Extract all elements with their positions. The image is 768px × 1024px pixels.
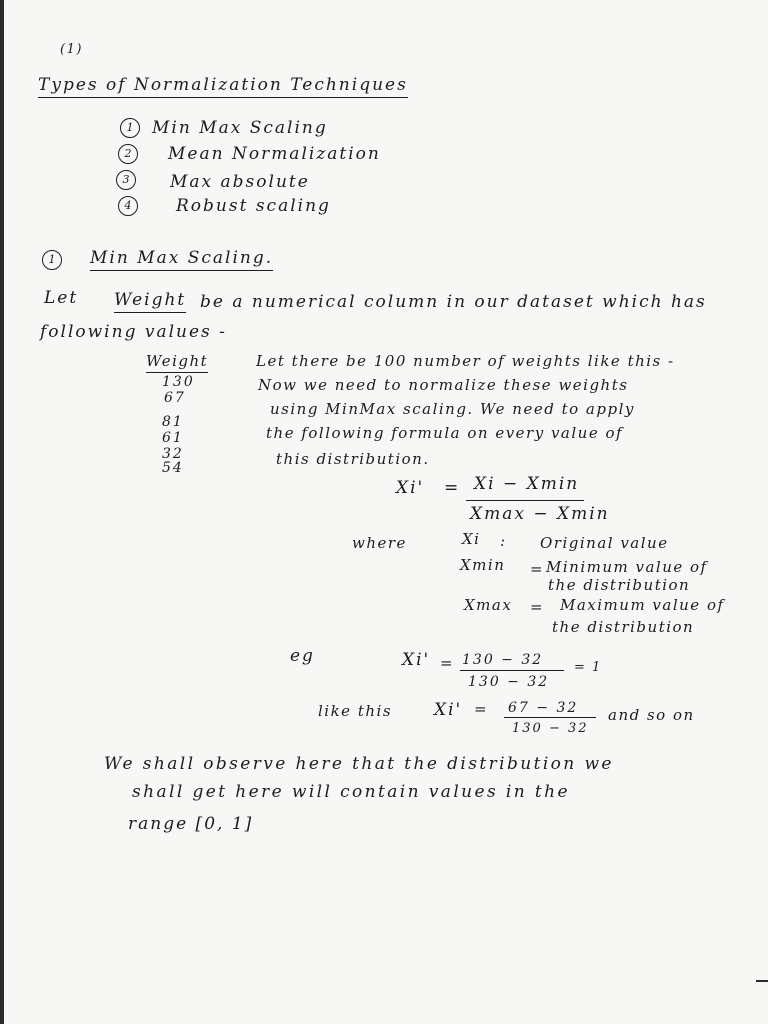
formula-numerator: Xi − Xmin bbox=[474, 474, 580, 494]
list-item: Min Max Scaling bbox=[152, 118, 328, 138]
def-text: the distribution bbox=[548, 576, 691, 594]
def-separator: = bbox=[530, 560, 545, 578]
example-lhs: Xi' bbox=[434, 700, 463, 720]
list-marker: 3 bbox=[116, 170, 136, 190]
weight-value: 61 bbox=[162, 430, 184, 446]
example-equals: = bbox=[440, 654, 455, 672]
weight-value: 32 bbox=[162, 446, 184, 462]
example-lhs: Xi' bbox=[402, 650, 431, 670]
weight-value: 81 bbox=[162, 414, 184, 430]
example-denominator: 130 − 32 bbox=[512, 721, 589, 736]
example-result: = 1 bbox=[574, 660, 602, 675]
def-symbol: Xmax bbox=[464, 596, 513, 614]
example-label: eg bbox=[290, 646, 315, 666]
page-number: (1) bbox=[60, 42, 83, 57]
example-denominator: 130 − 32 bbox=[468, 674, 550, 690]
example-suffix: and so on bbox=[608, 706, 695, 724]
explanation-line: Now we need to normalize these weights bbox=[258, 376, 629, 394]
conclusion-line: shall get here will contain values in the bbox=[132, 782, 570, 802]
fraction-bar bbox=[466, 500, 584, 501]
example-label: like this bbox=[318, 702, 393, 720]
weight-value: 67 bbox=[164, 390, 186, 406]
explanation-line: using MinMax scaling. We need to apply bbox=[270, 400, 635, 418]
fraction-bar bbox=[460, 670, 564, 671]
explanation-line: Let there be 100 number of weights like this - bbox=[256, 352, 675, 370]
section-title: Min Max Scaling. bbox=[90, 248, 273, 271]
margin-mark bbox=[756, 980, 768, 982]
def-symbol: Xi bbox=[462, 530, 481, 548]
def-text: Maximum value of bbox=[560, 596, 725, 614]
intro-text: Let bbox=[44, 288, 79, 308]
def-text: Original value bbox=[540, 534, 669, 552]
weight-value: 130 bbox=[162, 374, 195, 390]
column-name: Weight bbox=[114, 290, 186, 313]
conclusion-line: range [0, 1] bbox=[128, 814, 254, 834]
intro-text: be a numerical column in our dataset which has bbox=[200, 292, 707, 312]
list-marker: 1 bbox=[120, 118, 140, 138]
page-title: Types of Normalization Techniques bbox=[38, 75, 408, 98]
formula-denominator: Xmax − Xmin bbox=[470, 504, 610, 524]
list-item: Max absolute bbox=[170, 172, 310, 192]
conclusion-line: We shall observe here that the distribution we bbox=[104, 754, 614, 774]
page-edge bbox=[0, 0, 4, 1024]
def-text: the distribution bbox=[552, 618, 695, 636]
example-numerator: 130 − 32 bbox=[462, 652, 544, 668]
explanation-line: the following formula on every value of bbox=[266, 424, 624, 442]
list-item: Mean Normalization bbox=[168, 144, 381, 164]
fraction-bar bbox=[504, 717, 596, 718]
list-marker: 2 bbox=[118, 144, 138, 164]
where-label: where bbox=[352, 534, 407, 552]
example-numerator: 67 − 32 bbox=[508, 700, 579, 716]
weight-value: 54 bbox=[162, 460, 184, 476]
weight-header: Weight bbox=[146, 352, 208, 373]
example-equals: = bbox=[474, 700, 489, 718]
intro-text: following values - bbox=[40, 322, 227, 342]
def-separator: = bbox=[530, 598, 545, 616]
def-symbol: Xmin bbox=[460, 556, 506, 574]
explanation-line: this distribution. bbox=[276, 450, 430, 468]
def-separator: : bbox=[500, 532, 507, 550]
formula-lhs: Xi' bbox=[396, 478, 425, 498]
formula-equals: = bbox=[444, 478, 461, 498]
list-item: Robust scaling bbox=[176, 196, 331, 216]
section-marker: 1 bbox=[42, 250, 62, 270]
list-marker: 4 bbox=[118, 196, 138, 216]
def-text: Minimum value of bbox=[546, 558, 708, 576]
